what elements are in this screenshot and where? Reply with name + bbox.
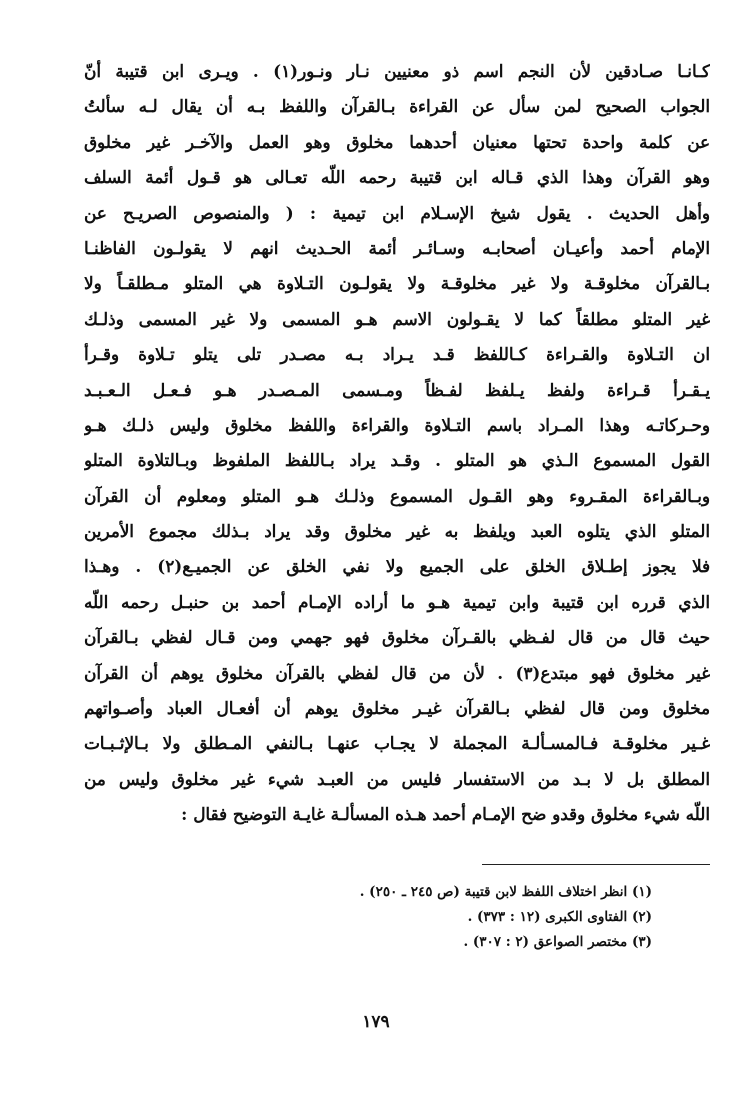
text-line: ان التـلاوة والقـراءة كـاللفظ قـد يـراد بـه مصـدر تلى يتلو تـلاوة وقـرأ: [84, 344, 710, 365]
text-line: مخلوق ومن قال لفظي بـالقرآن غيـر مخلوق يوهم أن أفعـال العباد وأصـواتهم: [84, 698, 710, 719]
text-line: وحـركاتـه وهذا المـراد باسم التـلاوة والقراءة واللفظ مخلوق وليس ذلـك هـو: [84, 414, 710, 435]
text-line: غير مخلوق فهو مبتدع(٣) . لأن من قال لفظي بالقرآن مخلوق يوهم أن القرآن: [84, 662, 710, 683]
text-line: غـير مخلوقـة فـالمسـألـة المجملة لا يجـاب عنهـا بـالنفي المـطلق ولا بـالإثـبـات: [84, 733, 710, 754]
text-line: الذي قرره ابن قتيبة وابن تيمية هـو ما أراده الإمـام أحمد بن حنبـل رحمه اللّه: [84, 591, 710, 612]
text-line: القول المسموع الـذي هو المتلو . وقـد يراد بـاللفظ الملفوظ وبـالتلاوة المتلو: [84, 450, 710, 471]
text-line: عن كلمة واحدة تحتها معنيان أحدهما مخلوق وهو العمل والآخـر غير مخلوق: [84, 131, 710, 152]
text-line: وهو القرآن وهذا الذي قـاله ابن قتيبة رحمه اللّه تعـالى هو قـول أئمة السلف: [84, 167, 710, 188]
footnote-divider: [482, 864, 710, 865]
main-text: [84, 54, 710, 833]
footnote-3: (٣) مختصر الصواعق (٢ : ٣٠٧) .: [463, 934, 652, 950]
text-line: المتلو الذي يتلوه العبد ويلفظ به غير مخلوق وقد يراد بـذلك مجموع الأمرين: [84, 521, 710, 542]
text-line: فلا يجوز إطـلاق الخلق على الجميع ولا نفي الخلق عن الجميـع(٢) . وهـذا: [84, 556, 710, 577]
text-line: الجواب الصحيح لمن سأل عن القراءة بـالقرآن واللفظ بـه أن يقال لـه سألتُ: [84, 96, 710, 117]
text-line: بـالقرآن مخلوقـة ولا غير مخلوقـة ولا يقولـون التـلاوة هي المتلو مـطلقـاً ولا: [84, 273, 710, 294]
footnotes: [232, 880, 652, 955]
text-line: حيث قال من قال لفـظي بالقـرآن مخلوق فهو جهمي ومن قـال لفظي بـالقرآن: [84, 627, 710, 648]
text-line: غير المتلو مطلقاً كما لا يقـولون الاسم هـو المسمى ولا غير المسمى وذلـك: [84, 308, 710, 329]
text-line: اللّه شيء مخلوق وقدو ضح الإمـام أحمد هـذه المسألـة غايـة التوضيح فقال :: [181, 804, 710, 825]
text-line: وأهل الحديث . يقول شيخ الإسـلام ابن تيمية : ( والمنصوص الصريـح عن: [84, 202, 710, 223]
text-line: وبـالقراءة المقـروء وهو القـول المسموع وذلـك هـو المتلو ومعلوم أن القرآن: [84, 485, 710, 506]
text-line: يـقـرأ قـراءة ولفظ يـلفظ لفـظاً ومـسمى المـصـدر هـو فـعـل الـعـبـد: [84, 379, 710, 400]
text-line: المطلق بل لا بـد من الاستفسار فليس من العبـد شيء غير مخلوق وليس من: [84, 768, 710, 789]
text-line: كـانـا صـادقين لأن النجم اسم ذو معنيين نـار ونـور(١) . ويـرى ابن قتيبة أنّ: [84, 61, 710, 81]
footnote-2: (٢) الفتاوى الكبرى (١٢ : ٣٧٣) .: [467, 909, 652, 925]
text-line: الإمام أحمد وأعيـان أصحابـه وسـائـر أئمة الحـديث انهم لا يقولـون الفاظنـا: [84, 237, 710, 258]
footnote-1: (١) انظر اختلاف اللفظ لابن قتيبة (ص ٢٤٥ ـ ٢٥٠) .: [359, 884, 652, 900]
page-number: ١٧٩: [362, 1012, 390, 1032]
